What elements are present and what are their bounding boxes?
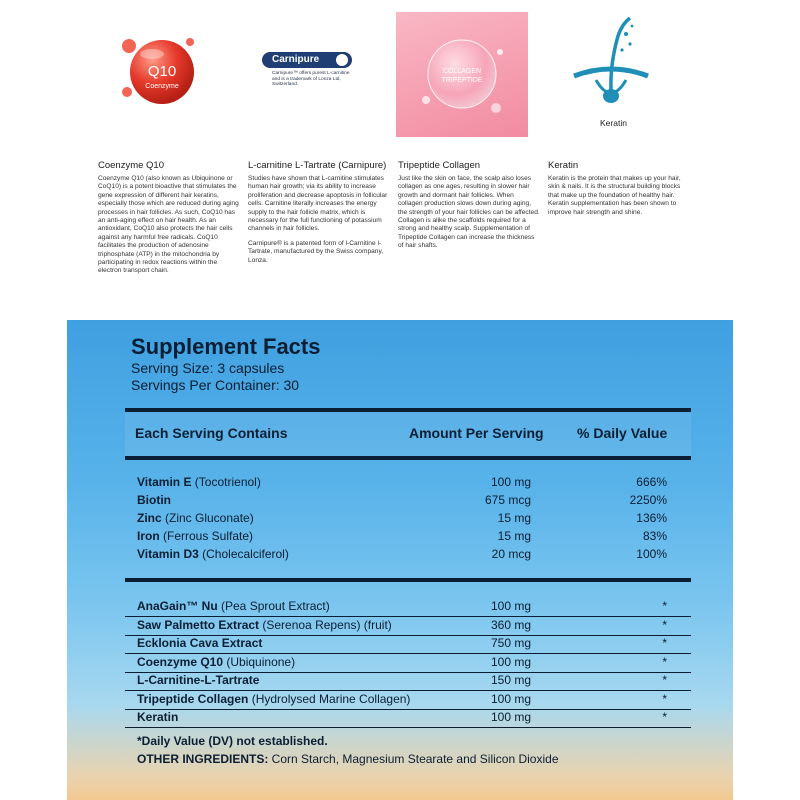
facts-table [125,404,693,778]
column-title: Coenzyme Q10 [98,160,165,171]
header-amount: Amount Per Serving [409,425,544,441]
nutrient-amount: 100 mg [490,475,531,489]
nutrient-name-bold: AnaGain™ Nu [137,599,218,613]
nutrient-daily-value: * [662,673,667,687]
nutrient-name-detail: (Pea Sprout Extract) [217,599,330,613]
carnipure-trademark-note: Carnipure™ offers purest L-carnitine and is a trademark of Lonza Ltd, Switzerland. [272,71,350,88]
nutrient-name-detail: (Tocotrienol) [191,475,261,489]
nutrient-amount: 100 mg [490,654,531,669]
nutrient-amount: 750 mg [490,636,531,650]
nutrient-name-bold: Iron [137,529,160,543]
column-text: Studies have shown that L-carnitine stimulates human hair growth; via its ability to increase proliferation and decrease apoptosis in follicular cells. Carnitine literally increases the energy supply to the hair follicle matrix, which is necessary for the full functioning of potassium channels in hair follicles. [248,175,388,233]
nutrient-row [125,672,691,691]
nutrient-name [137,673,259,687]
column-text: Carnipure® is a patented form of l-Carnitine l-Tartrate, manufactured by the Swiss company, Lonza. [248,239,384,264]
nutrient-name-bold: Vitamin D3 [137,547,199,561]
ingredient-info-section [0,0,800,320]
collagen-icon-label-2: TRIPEPTIDE [441,77,483,84]
nutrient-name [137,529,253,543]
nutrient-row [125,654,691,673]
column-text: Coenzyme Q10 (also known as Ubiquinone or CoQ10) is a potent bioactive that stimulates the gene expression of different hair keratins, especially those which are reduced during aging processes in hair follicles. As such, CoQ10 has an anti-aging effect on hair health. As an antioxidant, CoQ10 also protects the hair cells against any harmful free radicals. CoQ10 facilitates the production of adenosine triphosphate (ATP) in the mitochondria by participating in redox reactions within the electron transport chain. [98,175,239,275]
nutrient-name-detail: (Zinc Gluconate) [161,511,254,525]
keratin-icon-label: Keratin [600,118,627,128]
nutrient-row [125,617,691,636]
nutrient-name-bold: Biotin [137,493,171,507]
nutrient-name-detail: (Serenoa Repens) (fruit) [259,617,392,632]
daily-value-note [137,734,328,748]
nutrient-name-bold: Zinc [137,511,162,525]
other-ingredients-label: OTHER INGREDIENTS: [137,752,269,766]
nutrient-daily-value: 100% [636,547,667,561]
nutrient-name-detail: (Hydrolysed Marine Collagen) [248,691,411,706]
nutrient-daily-value: * [662,691,667,706]
nutrient-amount: 15 mg [497,529,531,543]
nutrient-amount: 150 mg [490,673,531,687]
nutrient-row [125,709,691,728]
servings-per-container: Servings Per Container: 30 [131,377,300,393]
nutrient-row [125,635,691,654]
nutrient-row [125,546,691,564]
collagen-tripeptide-icon [396,12,528,137]
nutrient-name-detail: (Ferrous Sulfate) [159,529,254,543]
column-tripeptide-collagen [398,160,540,257]
nutrient-name-bold: Coenzyme Q10 [137,654,224,669]
carnipure-logo-text: Carnipure [272,54,320,65]
facts-table-header [125,408,691,460]
header-daily-value: % Daily Value [577,425,668,441]
column-title: Keratin [548,160,579,171]
nutrient-name [137,547,289,561]
nutrient-daily-value: 83% [642,529,667,543]
nutrient-row [125,474,691,492]
nutrient-amount: 100 mg [490,691,531,706]
coq10-icon-label: Q10 [147,63,177,80]
nutrient-amount: 100 mg [490,710,531,724]
nutrient-amount: 20 mcg [491,547,531,561]
nutrient-daily-value: 2250% [629,493,667,507]
column-text: Just like the skin on face, the scalp also loses collagen as one ages, resulting in slower hair growth and dormant hair follicles. When collagen production slows down during aging, the strength of your hair follicles can be affected. Collagen is alike the scaffolds required for a strong and healthy scalp. Supplementation of Tripeptide Collagen can increase the thickness of hair shafts. [398,175,540,250]
nutrient-name [137,692,410,706]
column-title: Tripeptide Collagen [398,160,481,171]
nutrient-name [137,475,261,489]
nutrient-daily-value: 136% [636,511,667,525]
nutrient-name-bold: Tripeptide Collagen [137,691,249,706]
nutrient-daily-value: * [662,617,667,632]
nutrient-row [125,691,691,710]
nutrient-name-detail: (Ubiquinone) [223,654,296,669]
carnipure-logo-badge [262,52,352,68]
nutrient-name [137,511,254,525]
other-ingredients-text: Corn Starch, Magnesium Stearate and Silicon Dioxide [268,752,559,766]
nutrient-name [137,618,392,632]
nutrient-row [125,528,691,546]
nutrient-name-bold: L-Carnitine-L-Tartrate [137,673,260,687]
nutrient-row [125,598,691,617]
nutrient-daily-value: * [662,599,667,613]
nutrient-name [137,636,262,650]
carnipure-logo [262,52,358,100]
nutrient-row [125,492,691,510]
supplement-facts-panel [67,320,733,800]
nutrient-name [137,710,178,724]
column-text: Keratin is the protein that makes up your hair, skin & nails. It is the structural building blocks that make up the foundation of healthy hair. Keratin supplementation has been shown to improve hair strength and shine. [548,175,681,216]
nutrient-amount: 675 mcg [484,493,531,507]
column-coenzyme-q10 [98,160,240,282]
nutrient-amount: 100 mg [490,599,531,613]
column-l-carnitine [248,160,390,271]
nutrient-name-bold: Keratin [137,710,179,724]
nutrient-name-detail: (Cholecalciferol) [198,547,289,561]
nutrient-name-bold: Ecklonia Cava Extract [137,636,263,650]
nutrient-daily-value: 666% [636,475,667,489]
nutrient-name-bold: Vitamin E [137,475,192,489]
keratin-hair-icon [566,14,656,129]
header-each-serving: Each Serving Contains [135,425,288,441]
coq10-icon-sublabel: Coenzyme [145,83,179,90]
nutrient-amount: 360 mg [490,617,531,632]
other-ingredients [137,752,559,766]
nutrient-name [137,599,330,613]
nutrient-amount: 15 mg [497,511,531,525]
nutrient-name [137,493,171,507]
daily-value-note-text: *Daily Value (DV) not established. [137,734,328,748]
supplement-facts-title: Supplement Facts [131,334,321,359]
serving-size: Serving Size: 3 capsules [131,360,285,376]
nutrient-daily-value: * [662,654,667,669]
collagen-icon-label-1: COLLAGEN [442,68,482,75]
nutrient-name-bold: Saw Palmetto Extract [137,617,260,632]
section-divider [125,578,691,582]
nutrient-daily-value: * [662,636,667,650]
coq10-icon [118,28,198,108]
column-title: L-carnitine L-Tartrate (Carnipure) [248,160,387,171]
carnipure-logo-mark-icon [336,54,348,66]
nutrient-name [137,655,295,669]
nutrient-row [125,510,691,528]
column-keratin [548,160,690,223]
nutrient-daily-value: * [662,710,667,724]
